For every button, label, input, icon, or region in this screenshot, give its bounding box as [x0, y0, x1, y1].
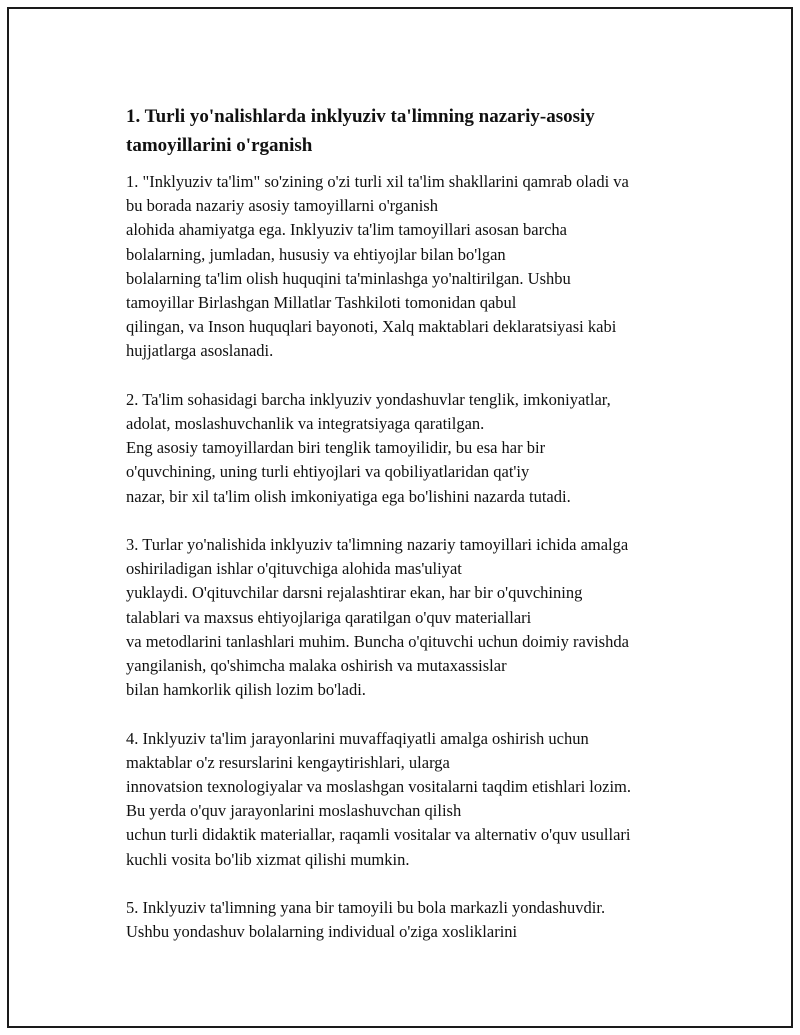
text-line: alohida ahamiyatga ega. Inklyuziv ta'lim tamoyillari asosan barcha [126, 220, 567, 240]
paragraph-2 [126, 388, 706, 509]
text-line: 1. "Inklyuziv ta'lim" so'zining o'zi turli xil ta'lim shakllarini qamrab oladi va [126, 172, 629, 191]
text-line: Bu yerda o'quv jarayonlarini moslashuvchan qilish [126, 801, 462, 821]
text-line: bolalarning ta'lim olish huquqini ta'minlashga yo'naltirilgan. Ushbu [126, 268, 571, 288]
paragraph-1 [126, 170, 706, 364]
text-line: Ushbu yondashuv bolalarning individual o'ziga xosliklarini [126, 922, 518, 942]
text-line: 3. Turlar yo'nalishida inklyuziv ta'limning nazariy tamoyillari ichida amalga [126, 535, 629, 555]
text-line: yangilanish, qo'shimcha malaka oshirish va mutaxassislar [126, 656, 507, 676]
text-line: qilingan, va Inson huquqlari bayonoti, Xalq maktablari deklaratsiyasi kabi [126, 317, 617, 337]
text-line: bolalarning, jumladan, hususiy va ehtiyojlar bilan bo'lgan [126, 244, 506, 264]
text-line: talablari va maxsus ehtiyojlariga qaratilgan o'quv materiallari [126, 607, 532, 627]
text-line: yuklaydi. O'qituvchilar darsni rejalashtirar ekan, har bir o'quvchining [126, 583, 583, 603]
text-line: 2. Ta'lim sohasidagi barcha inklyuziv yondashuvlar tenglik, imkoniyatlar, [126, 389, 611, 409]
paragraph-3 [126, 533, 706, 702]
document-body [126, 102, 706, 944]
paragraph-5 [126, 896, 706, 944]
text-line: innovatsion texnologiyalar va moslashgan vositalarni taqdim etishlari lozim. [126, 777, 631, 797]
paragraph-4 [126, 727, 706, 872]
text-line: uchun turli didaktik materiallar, raqamli vositalar va alternativ o'quv usullari [126, 825, 631, 845]
text-line: Eng asosiy tamoyillardan biri tenglik tamoyilidir, bu esa har bir [126, 438, 546, 458]
text-line: adolat, moslashuvchanlik va integratsiyaga qaratilgan. [126, 414, 485, 434]
text-line: 5. Inklyuziv ta'limning yana bir tamoyili bu bola markazli yondashuvdir. [126, 898, 606, 918]
text-line: 4. Inklyuziv ta'lim jarayonlarini muvaffaqiyatli amalga oshirish uchun [126, 728, 589, 748]
text-line: oshiriladigan ishlar o'qituvchiga alohida mas'uliyat [126, 559, 462, 579]
text-line: bu borada nazariy asosiy tamoyillarni o'rganish [126, 196, 438, 216]
text-line: nazar, bir xil ta'lim olish imkoniyatiga ega bo'lishini nazarda tutadi. [126, 486, 571, 506]
text-line: kuchli vosita bo'lib xizmat qilishi mumkin. [126, 849, 410, 869]
text-line: o'quvchining, uning turli ehtiyojlari va qobiliyatlaridan qat'iy [126, 462, 530, 482]
text-line: tamoyillar Birlashgan Millatlar Tashkiloti tomonidan qabul [126, 293, 517, 313]
text-line: hujjatlarga asoslanadi. [126, 341, 274, 361]
text-line: va metodlarini tanlashlari muhim. Buncha o'qituvchi uchun doimiy ravishda [126, 631, 629, 651]
title-line: 1. Turli yo'nalishlarda inklyuziv ta'limning nazariy-asosiy [126, 106, 595, 127]
page-frame [7, 7, 793, 1028]
text-line: maktablar o'z resurslarini kengaytirishlari, ularga [126, 752, 450, 772]
text-line: bilan hamkorlik qilish lozim bo'ladi. [126, 680, 366, 700]
title-line: tamoyillarini o'rganish [126, 135, 313, 156]
page-title [126, 102, 706, 160]
